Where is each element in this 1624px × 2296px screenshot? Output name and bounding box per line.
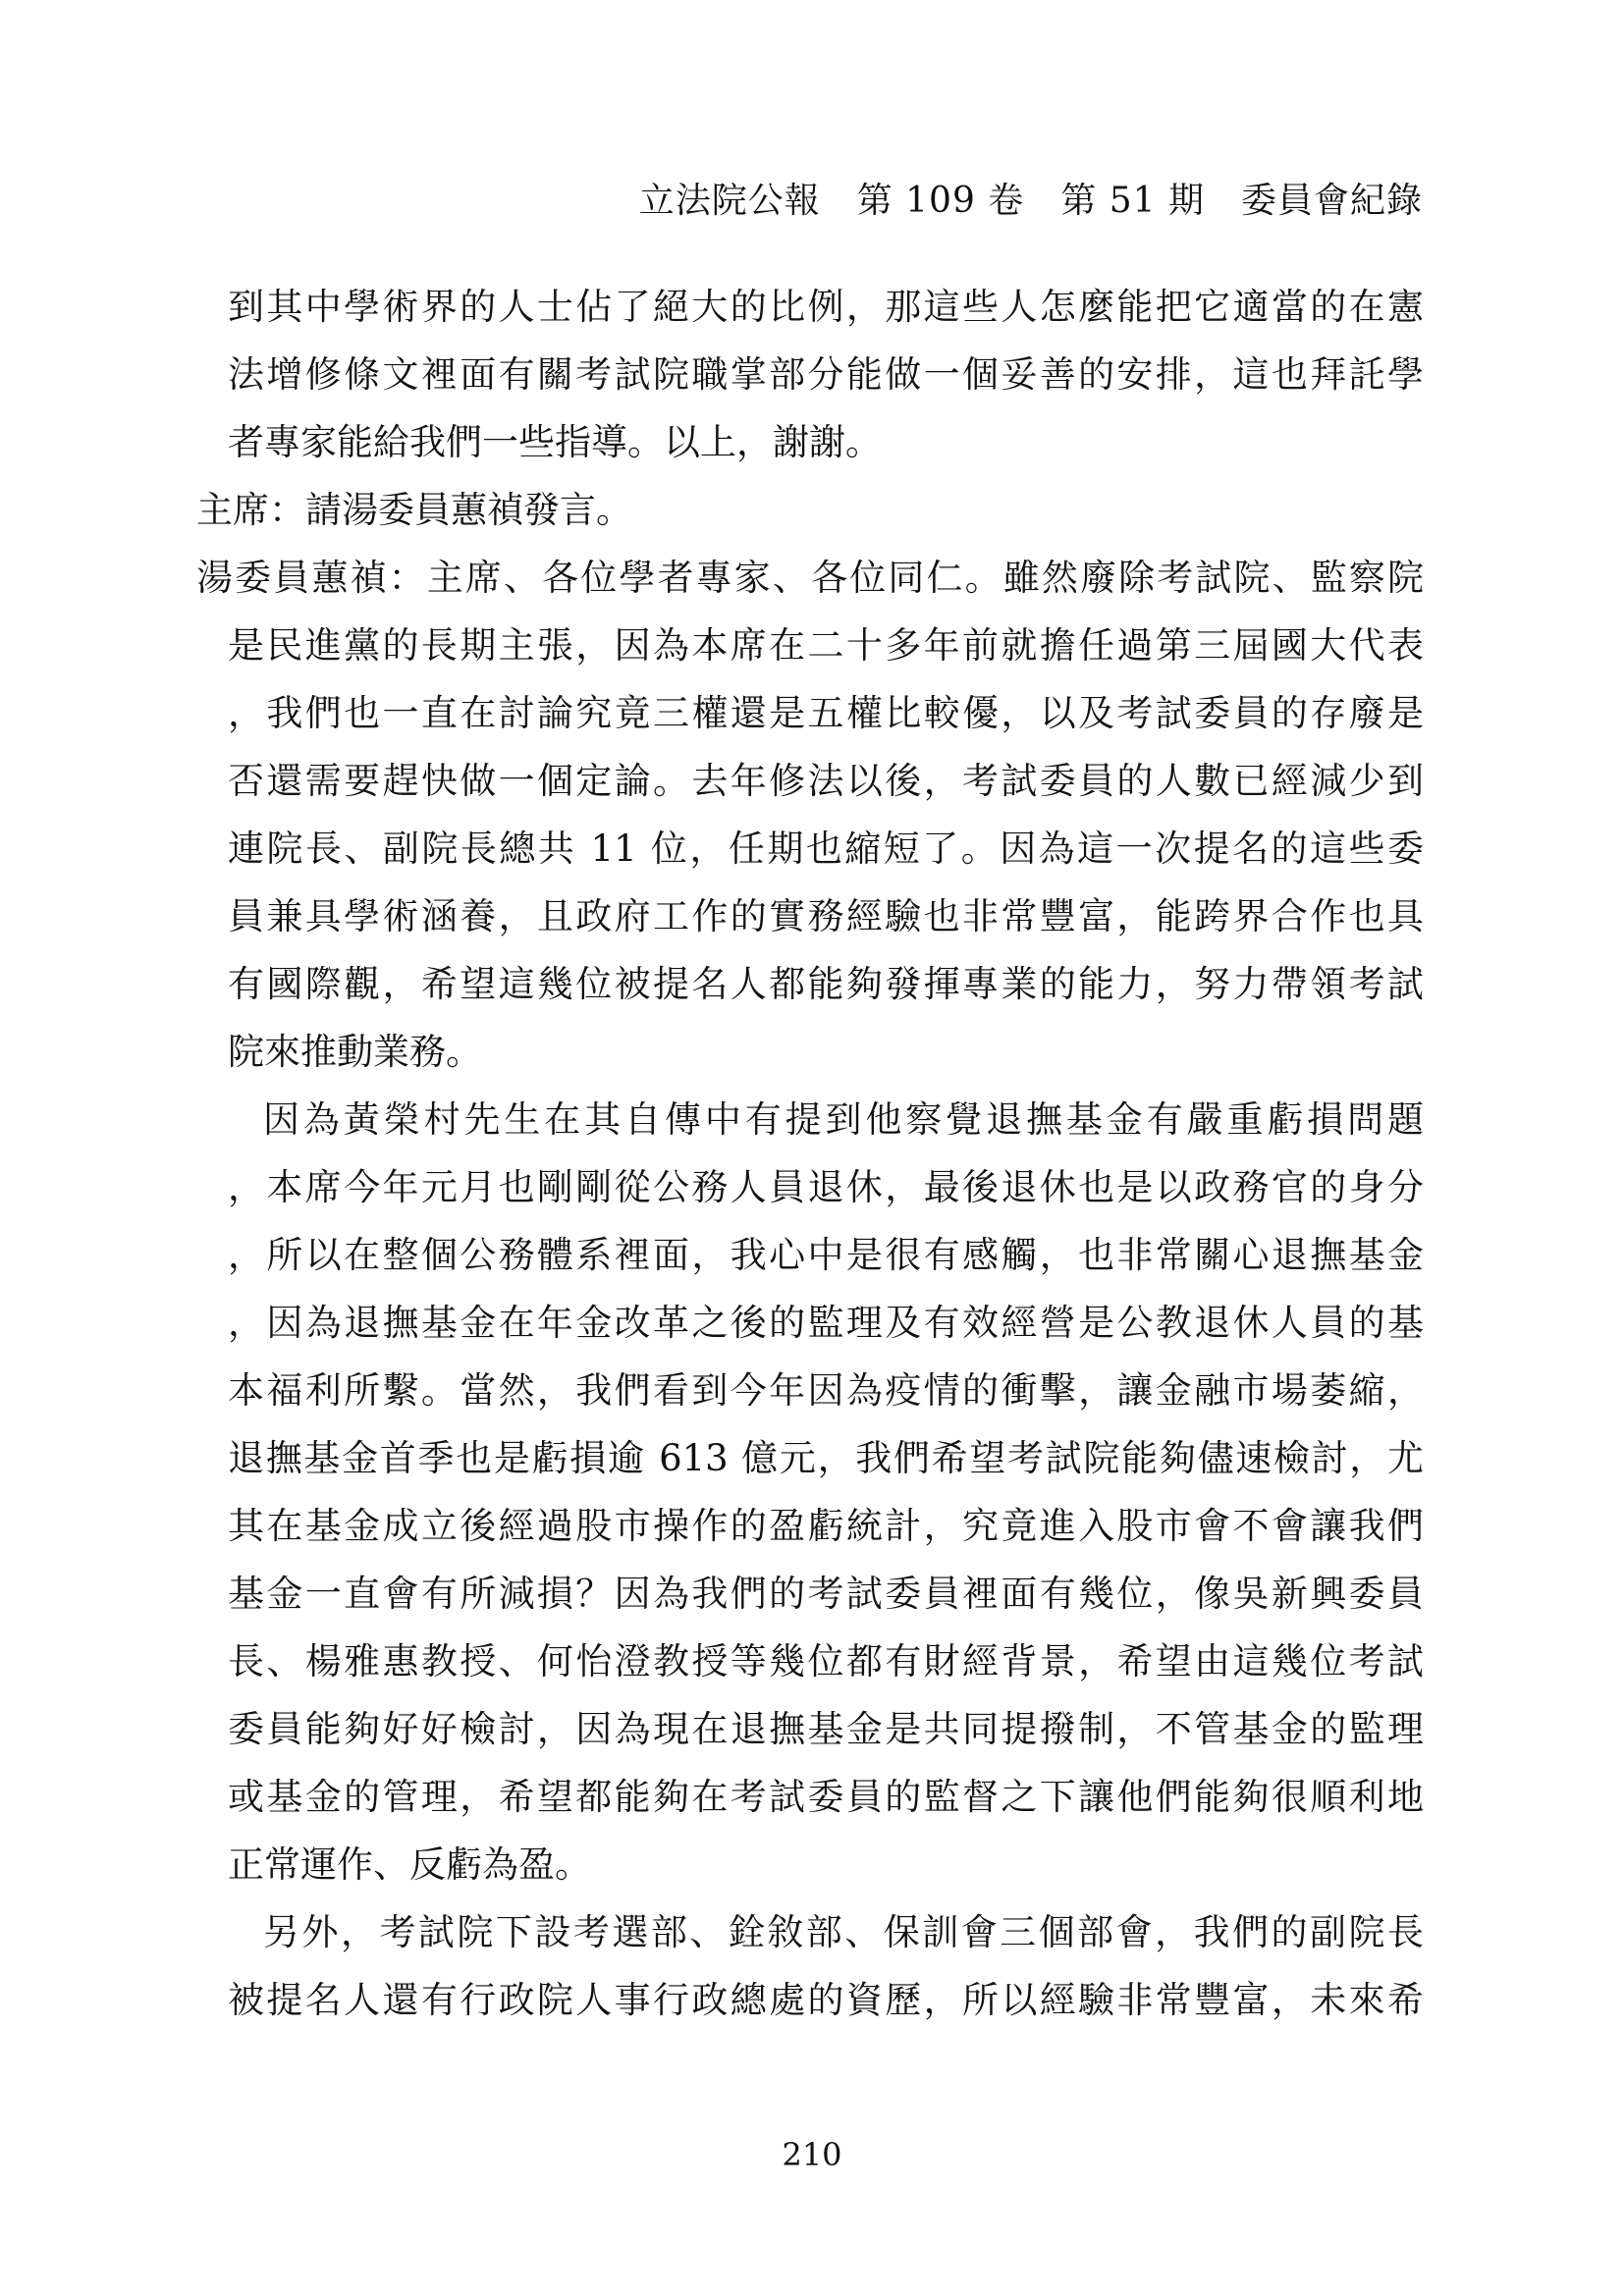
speaker-line-member: 湯委員蕙禎：主席、各位學者專家、各位同仁。雖然廢除考試院、監察院 bbox=[196, 557, 1424, 599]
gazette-header: 立法院公報 第 109 卷 第 51 期 委員會紀錄 bbox=[638, 181, 1423, 221]
text-line: ，所以在整個公務體系裡面，我心中是很有感觸，也非常關心退撫基金 bbox=[228, 1234, 1424, 1276]
paragraph-start: 另外，考試院下設考選部、銓敘部、保訓會三個部會，我們的副院長 bbox=[263, 1911, 1424, 1953]
text-line: 或基金的管理，希望都能夠在考試委員的監督之下讓他們能夠很順利地 bbox=[228, 1776, 1424, 1818]
text-line: ，因為退撫基金在年金改革之後的監理及有效經營是公教退休人員的基 bbox=[228, 1302, 1424, 1344]
text-line: 員兼具學術涵養，且政府工作的實務經驗也非常豐富，能跨界合作也具 bbox=[228, 895, 1424, 937]
text-line: ，我們也一直在討論究竟三權還是五權比較優，以及考試委員的存廢是 bbox=[228, 692, 1424, 734]
text-line: 本福利所繫。當然，我們看到今年因為疫情的衝擊，讓金融市場萎縮， bbox=[228, 1369, 1424, 1412]
text-line: 委員能夠好好檢討，因為現在退撫基金是共同提撥制，不管基金的監理 bbox=[228, 1708, 1424, 1750]
text-line: 正常運作、反虧為盈。 bbox=[228, 1843, 591, 1886]
text-line: 被提名人還有行政院人事行政總處的資歷，所以經驗非常豐富，未來希 bbox=[228, 1979, 1424, 2021]
speaker-line-chair: 主席：請湯委員蕙禎發言。 bbox=[196, 489, 632, 531]
text-line: 其在基金成立後經過股市操作的盈虧統計，究竟進入股市會不會讓我們 bbox=[228, 1505, 1424, 1547]
text-line: 到其中學術界的人士佔了絕大的比例，那這些人怎麼能把它適當的在憲 bbox=[228, 286, 1424, 328]
text-line: ，本席今年元月也剛剛從公務人員退休，最後退休也是以政務官的身分 bbox=[228, 1166, 1424, 1208]
text-line: 有國際觀，希望這幾位被提名人都能夠發揮專業的能力，努力帶領考試 bbox=[228, 963, 1424, 1005]
text-line: 連院長、副院長總共 11 位，任期也縮短了。因為這一次提名的這些委 bbox=[228, 828, 1424, 870]
text-line: 退撫基金首季也是虧損逾 613 億元，我們希望考試院能夠儘速檢討，尤 bbox=[228, 1437, 1424, 1479]
page-number: 210 bbox=[782, 2136, 842, 2173]
text-line: 基金一直會有所減損？因為我們的考試委員裡面有幾位，像吳新興委員 bbox=[228, 1573, 1424, 1615]
transcript-body bbox=[196, 273, 1424, 2034]
paragraph-start: 因為黃榮村先生在其自傳中有提到他察覺退撫基金有嚴重虧損問題 bbox=[263, 1098, 1424, 1141]
text-line: 長、楊雅惠教授、何怡澄教授等幾位都有財經背景，希望由這幾位考試 bbox=[228, 1640, 1424, 1682]
text-line: 是民進黨的長期主張，因為本席在二十多年前就擔任過第三屆國大代表 bbox=[228, 624, 1424, 667]
text-line: 院來推動業務。 bbox=[228, 1031, 482, 1073]
text-line: 法增修條文裡面有關考試院職掌部分能做一個妥善的安排，這也拜託學 bbox=[228, 353, 1424, 396]
text-line: 者專家能給我們一些指導。以上，謝謝。 bbox=[228, 421, 882, 463]
text-line: 否還需要趕快做一個定論。去年修法以後，考試委員的人數已經減少到 bbox=[228, 760, 1424, 802]
